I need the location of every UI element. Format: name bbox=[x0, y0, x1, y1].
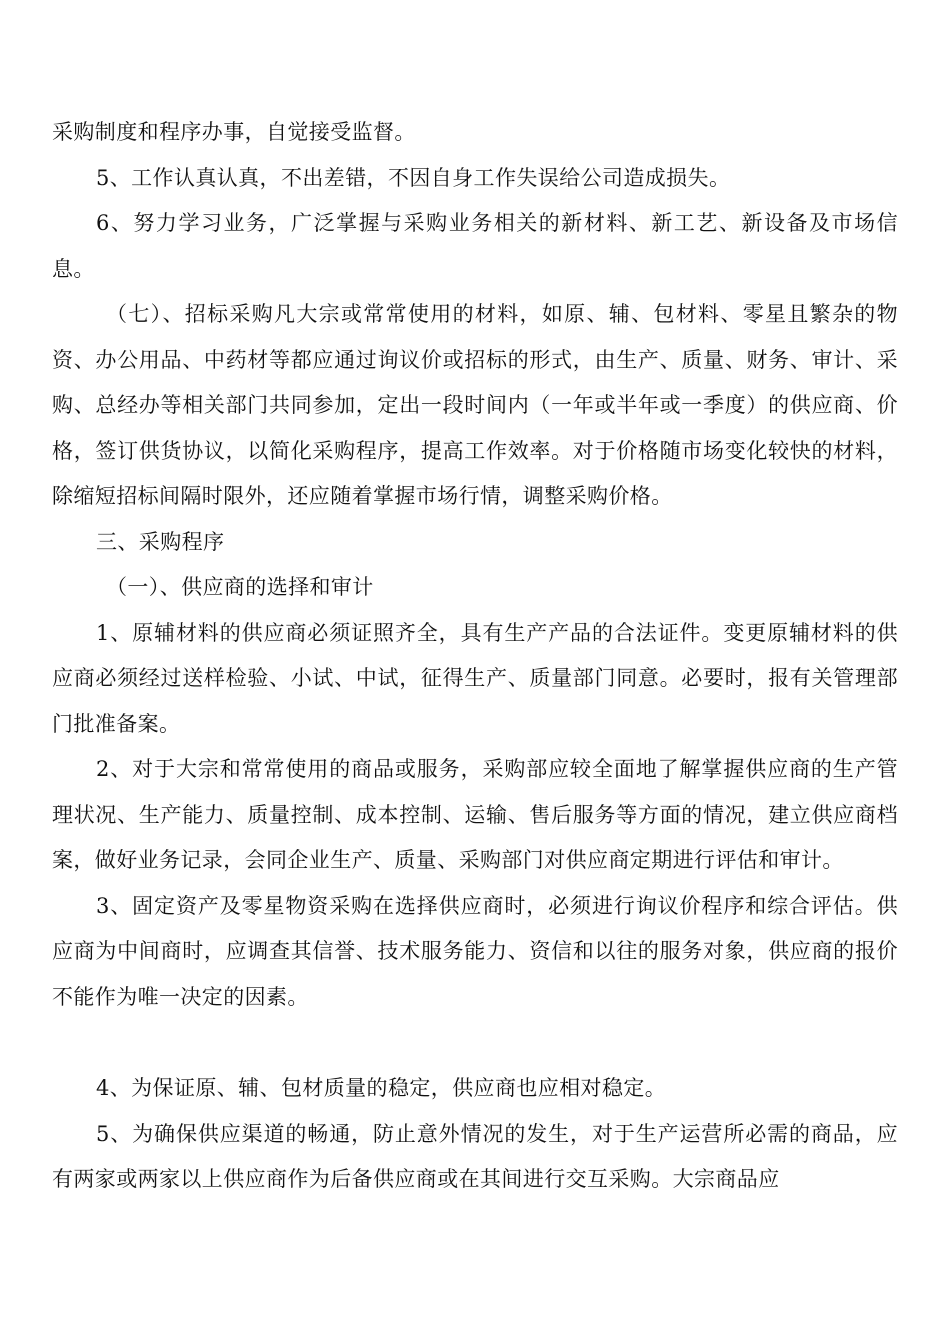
paragraph-gap bbox=[52, 1020, 898, 1066]
paragraph-supplier-item-2: 2、对于大宗和常常使用的商品或服务，采购部应较全面地了解掌握供应商的生产管理状况、生产能力、质量控制、成本控制、运输、售后服务等方面的情况，建立供应商档案，做好业务记录，会同企业生产、质量、采购部门对供应商定期进行评估和审计。 bbox=[52, 757, 898, 872]
paragraph-supplier-item-5: 5、为确保供应渠道的畅通，防止意外情况的发生，对于生产运营所必需的商品，应有两家或两家以上供应商作为后备供应商或在其间进行交互采购。大宗商品应 bbox=[52, 1121, 898, 1191]
subsection-heading-supplier-selection: （一）、供应商的选择和审计 bbox=[106, 575, 374, 599]
paragraph-section-7-bidding: （七）、招标采购凡大宗或常常使用的材料，如原、辅、包材料、零星且繁杂的物资、办公用品、中药材等都应通过询议价或招标的形式，由生产、质量、财务、审计、采购、总经办等相关部门共同参加，定出一段时间内（一年或半年或一季度）的供应商、价格，签订供货协议，以简化采购程序，提高工作效率。对于价格随市场变化较快的材料，除缩短招标间隔时限外，还应随着掌握市场行情，调整采购价格。 bbox=[52, 302, 898, 508]
paragraph-supplier-item-4: 4、为保证原、辅、包材质量的稳定，供应商也应相对稳定。 bbox=[96, 1076, 667, 1100]
section-heading-procurement-procedure: 三、采购程序 bbox=[96, 529, 225, 554]
paragraph-item-5: 5、工作认真认真，不出差错，不因自身工作失误给公司造成损失。 bbox=[96, 165, 731, 190]
document-body bbox=[52, 110, 898, 1203]
paragraph-continuation: 采购制度和程序办事，自觉接受监督。 bbox=[52, 120, 416, 144]
paragraph-item-6: 6、努力学习业务，广泛掌握与采购业务相关的新材料、新工艺、新设备及市场信息。 bbox=[52, 211, 898, 281]
paragraph-supplier-item-3: 3、固定资产及零星物资采购在选择供应商时，必须进行询议价程序和综合评估。供应商为中间商时，应调查其信誉、技术服务能力、资信和以往的服务对象，供应商的报价不能作为唯一决定的因素。 bbox=[52, 893, 898, 1009]
paragraph-supplier-item-1: 1、原辅材料的供应商必须证照齐全，具有生产产品的合法证件。变更原辅材料的供应商必须经过送样检验、小试、中试，征得生产、质量部门同意。必要时，报有关管理部门批准备案。 bbox=[52, 620, 898, 736]
